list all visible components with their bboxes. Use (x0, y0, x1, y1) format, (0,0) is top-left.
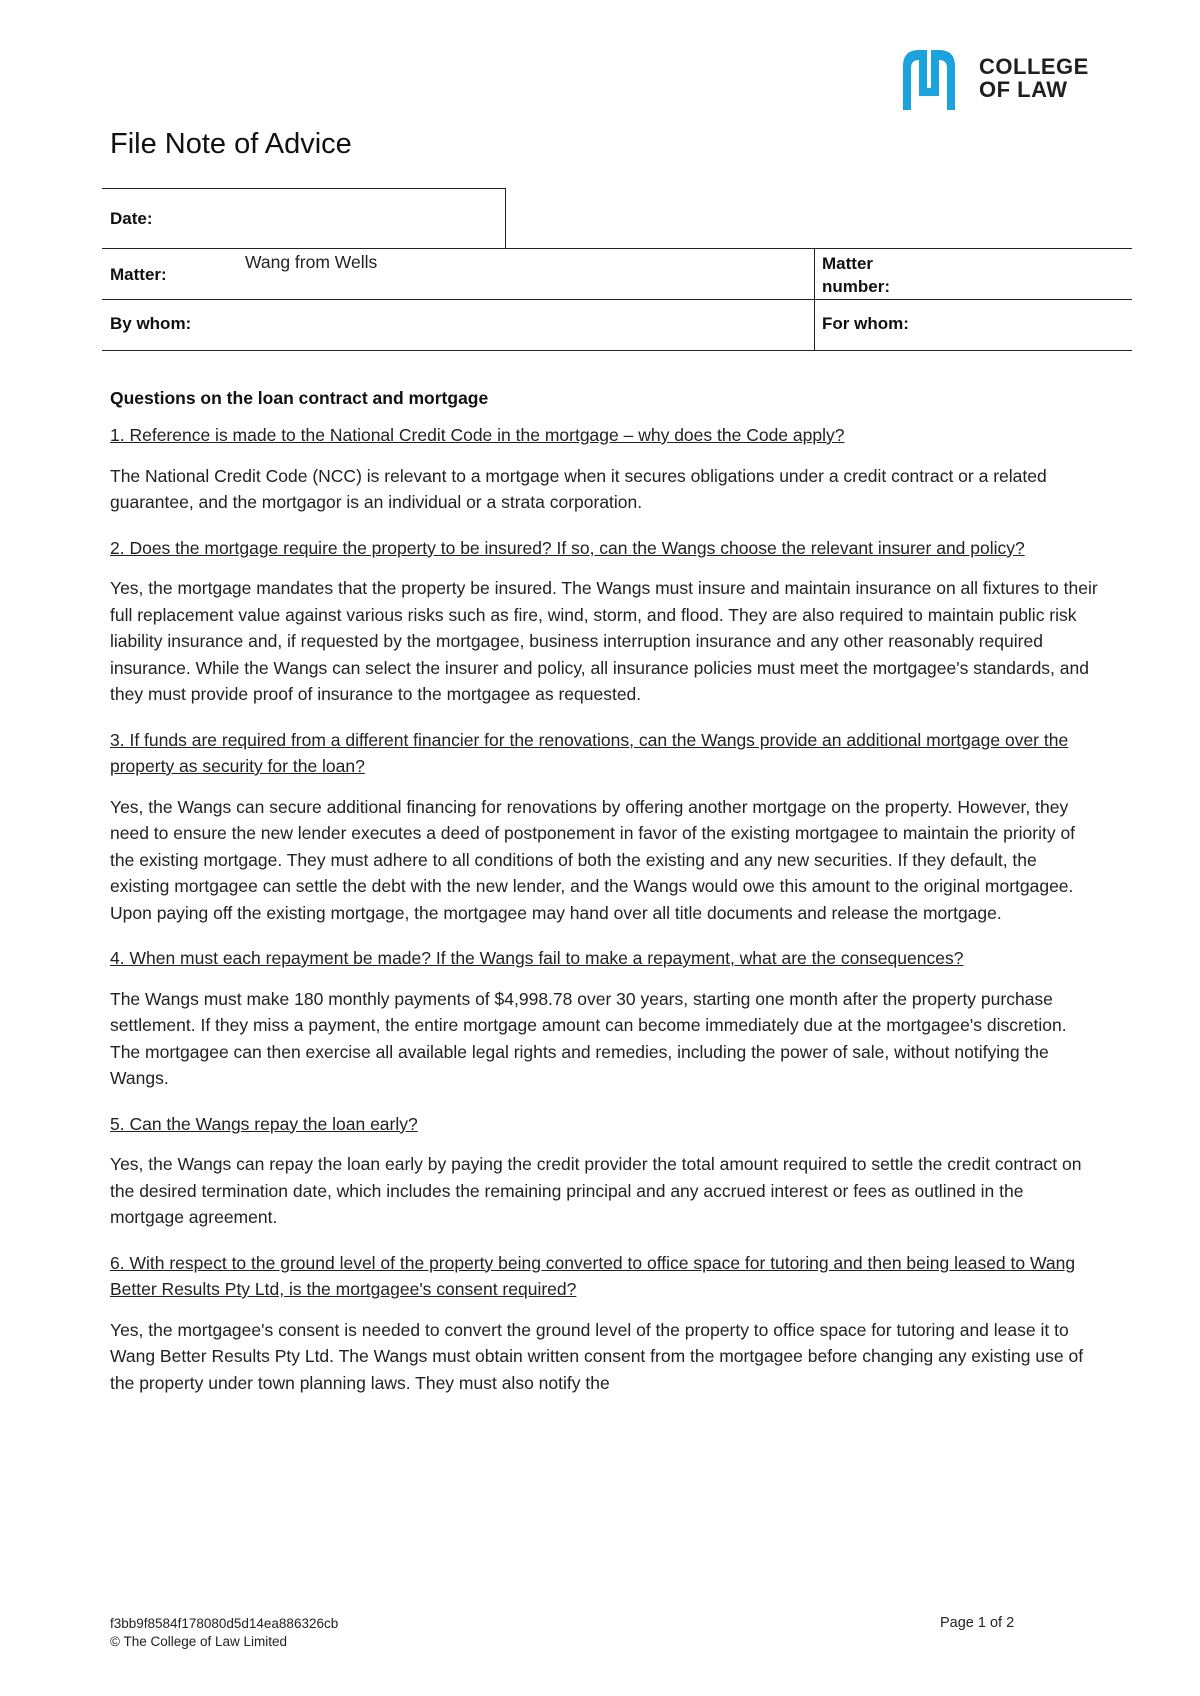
footer-left (110, 1615, 338, 1651)
answer-1: The National Credit Code (NCC) is relevant to a mortgage when it secures obligations under a credit contract or a related guarantee, and the mortgagor is an individual or a strata corporation. (110, 465, 1047, 512)
advice-content (110, 388, 1100, 1415)
copyright-notice: © The College of Law Limited (110, 1634, 288, 1649)
college-of-law-logo-icon (897, 44, 967, 112)
table-row-divider-1 (102, 248, 1132, 249)
matter-value[interactable]: Wang from Wells (245, 252, 378, 272)
answer-3: Yes, the Wangs can secure additional financing for renovations by offering another mortgage on the property. However, they need to ensure the new lender executes a deed of postponement in favor of the existing mortgagee to maintain the priority of the existing mortgage. They must adhere to all conditions of both the existing and any new securities. If they default, the existing mortgagee can settle the debt with the new lender, and the Wangs would owe this amount to the original mortgagee. Upon paying off the existing mortgage, the mortgagee may hand over all title documents and release the mortgage. (110, 796, 1076, 923)
page-number: Page 1 of 2 (940, 1615, 1015, 1631)
table-row-divider-2 (102, 299, 1132, 300)
matter-label: Matter: (110, 265, 167, 284)
question-2: 2. Does the mortgage require the property to be insured? If so, can the Wangs choose the relevant insurer and policy? (110, 537, 1025, 558)
question-6: 6. With respect to the ground level of the property being converted to office space for tutoring and then being leased to Wang Better Results Pty Ltd, is the mortgagee's consent required? (110, 1252, 1076, 1299)
document-id: f3bb9f8584f178080d5d14ea886326cb (110, 1616, 339, 1631)
table-top-border (102, 188, 506, 189)
answer-4: The Wangs must make 180 monthly payments of $4,998.78 over 30 years, starting one month after the property purchase settlement. If they miss a payment, the entire mortgage amount can become immediately due at the mortgagee's discretion. The mortgagee can then exercise all available legal rights and remedies, including the power of sale, without notifying the Wangs. (110, 988, 1067, 1088)
by-whom-label: By whom: (110, 314, 192, 333)
answer-2: Yes, the mortgage mandates that the property be insured. The Wangs must insure and maintain insurance on all fixtures to their full replacement value against various risks such as fire, wind, storm, and flood. They are also required to maintain public risk liability insurance and, if requested by the mortgagee, business interruption insurance and any other reasonably required insurance. While the Wangs can select the insurer and policy, all insurance policies must meet the mortgagee's standards, and they must provide proof of insurance to the mortgagee as requested. (110, 578, 1098, 704)
for-whom-label: For whom: (822, 314, 909, 333)
question-3: 3. If funds are required from a different financier for the renovations, can the Wangs provide an additional mortgage over the property as security for the loan? (110, 729, 1069, 776)
answer-5: Yes, the Wangs can repay the loan early by paying the credit provider the total amount required to settle the credit contract on the desired termination date, which includes the remaining principal and any accrued interest or fees as outlined in the mortgage agreement. (110, 1154, 1082, 1227)
matter-number-label: Matter number: (822, 254, 890, 296)
section-title: Questions on the loan contract and mortgage (110, 388, 489, 408)
question-4: 4. When must each repayment be made? If the Wangs fail to make a repayment, what are the consequences? (110, 948, 964, 968)
logo-text: COLLEGE OF LAW (979, 54, 1089, 102)
table-date-divider (505, 188, 506, 248)
table-bottom-border (102, 350, 1132, 351)
date-label: Date: (110, 209, 153, 228)
college-of-law-logo (897, 44, 1107, 112)
page-title: File Note of Advice (110, 128, 352, 160)
answer-6: Yes, the mortgagee's consent is needed to convert the ground level of the property to office space for tutoring and lease it to Wang Better Results Pty Ltd. The Wangs must obtain written consent from the mortgagee before changing any existing use of the property under town planning laws. They must also notify the (110, 1319, 1084, 1393)
question-5: 5. Can the Wangs repay the loan early? (110, 1113, 418, 1134)
question-1: 1. Reference is made to the National Credit Code in the mortgage – why does the Code apply? (110, 425, 845, 445)
